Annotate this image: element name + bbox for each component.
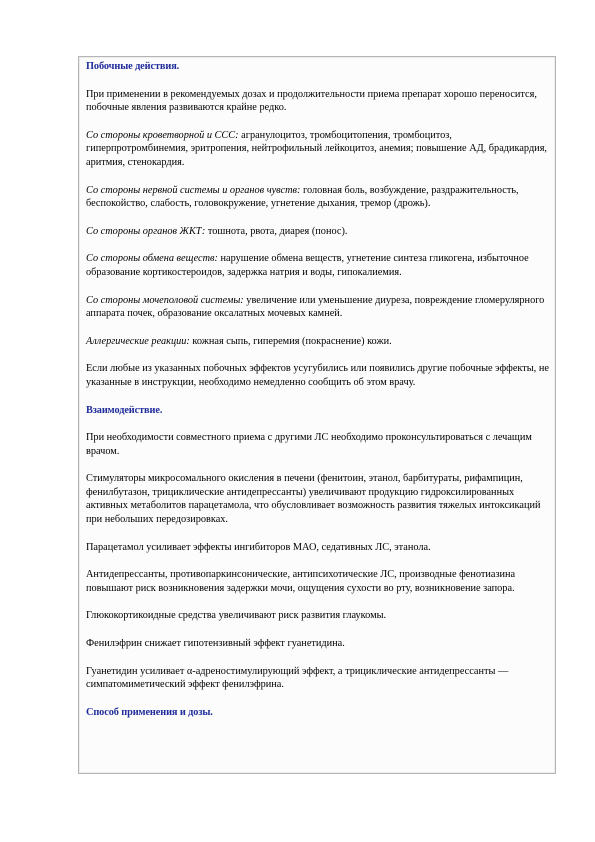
- side-effect-item-lead: Аллергические реакции:: [86, 335, 190, 347]
- side-effect-item-text: увеличение или уменьшение диуреза, повреждение гломерулярного аппарата почек, образование оксалатных мочевых камней.: [86, 294, 545, 320]
- side-effect-item: [86, 225, 552, 239]
- interaction-paragraph: Гуанетидин усиливает α-адреностимулирующий эффект, а трициклические антидепрессанты — симпатомиметический эффект фенилэфрина.: [86, 665, 509, 691]
- side-effect-item: [86, 335, 552, 349]
- interaction-paragraph: Антидепрессанты, противопаркинсонические, антипсихотические ЛС, производные фенотиазина повышают риск возникновения задержки мочи, ощущения сухости во рту, возникновение запора.: [86, 569, 516, 594]
- document-content: [86, 60, 552, 733]
- heading-interaction: Взаимодействие.: [86, 404, 163, 416]
- interaction-paragraph: Парацетамол усиливает эффекты ингибиторов МАО, седативных ЛС, этанола.: [86, 541, 431, 553]
- side-effect-item-lead: Со стороны органов ЖКТ:: [86, 225, 206, 237]
- side-effects-intro: При применении в рекомендуемых дозах и продолжительности приема препарат хорошо переносится, побочные явления развиваются крайне редко.: [86, 88, 537, 114]
- side-effect-item-lead: Со стороны обмена веществ:: [86, 253, 218, 265]
- side-effects-outro: Если любые из указанных побочных эффектов усугубились или появились другие побочные эффекты, не указанные в инструкции, необходимо немедленно сообщить об этом врачу.: [86, 363, 549, 388]
- interaction-paragraph: Глюкокортикоидные средства увеличивают риск развития глаукомы.: [86, 610, 387, 622]
- heading-side-effects: Побочные действия.: [86, 61, 180, 72]
- heading-usage: Способ применения и дозы.: [86, 706, 213, 718]
- side-effect-item-lead: Со стороны кроветворной и ССС:: [86, 129, 239, 141]
- side-effect-item: [86, 129, 552, 170]
- interaction-paragraph: Стимуляторы микросомального окисления в печени (фенитоин, этанол, барбитураты, рифампицин, фенилбутазон, трициклические антидепрессанты) увеличивают продукцию гидроксилированных активных метаболитов парацетамола, что обусловливает возможность развития тяжелых интоксикаций при небольших передозировках.: [86, 473, 541, 526]
- side-effect-item-text: кожная сыпь, гиперемия (покраснение) кожи.: [189, 335, 392, 347]
- interaction-paragraph: Фенилэфрин снижает гипотензивный эффект гуанетидина.: [86, 638, 345, 650]
- interaction-paragraph: При необходимости совместного приема с другими ЛС необходимо проконсультироваться с лечащим врачом.: [86, 432, 532, 457]
- side-effect-item-text: нарушение обмена веществ, угнетение синтеза гликогена, избыточное образование кортикостероидов, задержка натрия и воды, гипокалиемия.: [86, 253, 529, 278]
- side-effect-item-lead: Со стороны мочеполовой системы:: [86, 294, 244, 306]
- side-effect-item: [86, 252, 552, 279]
- side-effect-item-text: агранулоцитоз, тромбоцитопения, тромбоцитоз, гиперпротромбинемия, эритропения, нейтрофильный лейкоцитоз, анемия; повышение АД, брадикардия, аритмия, стенокардия.: [86, 129, 548, 168]
- side-effect-item-lead: Со стороны нервной системы и органов чувств:: [86, 184, 301, 196]
- side-effect-item-text: головная боль, возбуждение, раздражительность, беспокойство, слабость, головокружение, угнетение дыхания, тремор (дрожь).: [86, 184, 519, 210]
- side-effect-item: [86, 294, 552, 321]
- side-effect-item: [86, 184, 552, 211]
- side-effect-item-text: тошнота, рвота, диарея (понос).: [205, 225, 348, 237]
